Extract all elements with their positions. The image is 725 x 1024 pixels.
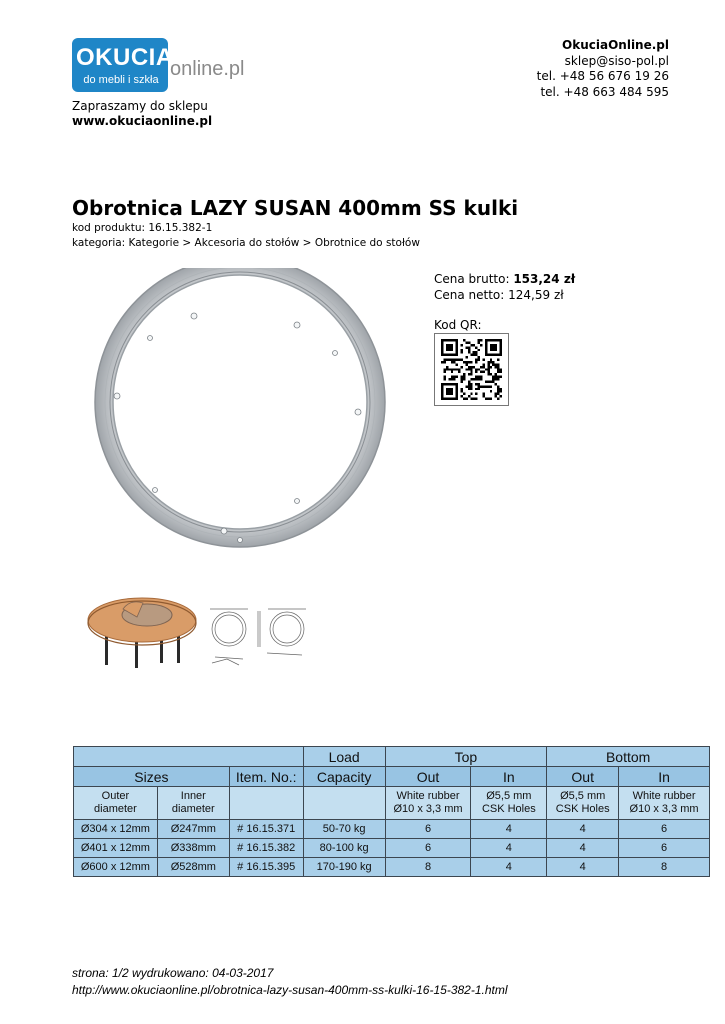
product-meta <box>72 221 420 251</box>
table-header-top-out: Out <box>385 767 471 787</box>
product-main-image <box>90 268 390 568</box>
table-header-bottom: Bottom <box>547 747 710 767</box>
price-gross-value: 153,24 zł <box>513 272 576 286</box>
table-header-row-1 <box>74 747 710 767</box>
table-cell: 4 <box>547 858 619 877</box>
table-cell: 80-100 kg <box>303 839 385 858</box>
page-footer <box>72 965 508 999</box>
table-cell: 170-190 kg <box>303 858 385 877</box>
table-header-load: Load <box>303 747 385 767</box>
table-row <box>74 839 710 858</box>
price-net-value: 124,59 zł <box>508 288 564 302</box>
logo-tagline: do mebli i szkła <box>83 74 159 86</box>
table-cell: 6 <box>619 820 710 839</box>
table-cell: # 16.15.371 <box>229 820 303 839</box>
product-category: kategoria: Kategorie > Akcesoria do stołów > Obrotnice do stołów <box>72 237 420 249</box>
table-header-top-in: In <box>471 767 547 787</box>
table-cell: 4 <box>547 820 619 839</box>
shop-url-link[interactable]: www.okuciaonline.pl <box>72 114 213 128</box>
table-cell: # 16.15.382 <box>229 839 303 858</box>
table-cell: # 16.15.395 <box>229 858 303 877</box>
table-cell: 4 <box>471 858 547 877</box>
subheader-inner: Inner diameter <box>157 787 229 820</box>
table-subheader-row <box>74 787 710 820</box>
table-cell: Ø304 x 12mm <box>74 820 158 839</box>
table-cell: 6 <box>619 839 710 858</box>
table-cell: 8 <box>619 858 710 877</box>
subheader-bottom-in: White rubber Ø10 x 3,3 mm <box>619 787 710 820</box>
table-row <box>74 858 710 877</box>
table-row <box>74 820 710 839</box>
table-cell: 8 <box>385 858 471 877</box>
table-header-row-2 <box>74 767 710 787</box>
table-header-blank <box>74 747 304 767</box>
subheader-top-out: White rubber Ø10 x 3,3 mm <box>385 787 471 820</box>
shop-logo[interactable] <box>72 38 245 92</box>
product-thumbnail-drawing[interactable] <box>207 603 311 673</box>
table-cell: 4 <box>547 839 619 858</box>
contact-block <box>537 38 669 100</box>
qr-code-box <box>434 333 509 406</box>
subheader-outer: Outer diameter <box>74 787 158 820</box>
qr-label: Kod QR: <box>434 318 482 332</box>
spec-table <box>73 746 710 877</box>
shop-name: OkuciaOnline.pl <box>562 38 669 52</box>
table-header-bottom-out: Out <box>547 767 619 787</box>
price-block <box>434 271 575 303</box>
welcome-block <box>72 99 212 129</box>
subheader-capacity-blank <box>303 787 385 820</box>
product-title: Obrotnica LAZY SUSAN 400mm SS kulki <box>72 196 519 220</box>
table-header-capacity: Capacity <box>303 767 385 787</box>
qr-code-icon <box>440 339 503 400</box>
table-header-top: Top <box>385 747 547 767</box>
table-cell: 50-70 kg <box>303 820 385 839</box>
price-gross <box>434 271 575 287</box>
subheader-item-blank <box>229 787 303 820</box>
table-cell: 6 <box>385 820 471 839</box>
table-cell: Ø528mm <box>157 858 229 877</box>
table-cell: Ø600 x 12mm <box>74 858 158 877</box>
price-net <box>434 287 575 303</box>
footer-page-info: strona: 1/2 wydrukowano: 04-03-2017 <box>72 966 274 980</box>
logo-suffix: online.pl <box>170 58 245 80</box>
table-cell: 4 <box>471 820 547 839</box>
subheader-bottom-out: Ø5,5 mm CSK Holes <box>547 787 619 820</box>
logo-badge <box>72 38 174 92</box>
contact-phone-1: tel. +48 56 676 19 26 <box>536 69 669 83</box>
contact-email[interactable]: sklep@siso-pol.pl <box>564 53 669 68</box>
table-cell: Ø338mm <box>157 839 229 858</box>
table-cell: Ø401 x 12mm <box>74 839 158 858</box>
table-cell: 4 <box>471 839 547 858</box>
contact-phone-2: tel. +48 663 484 595 <box>540 84 669 99</box>
table-header-sizes: Sizes <box>74 767 230 787</box>
table-header-bottom-in: In <box>619 767 710 787</box>
table-cell: Ø247mm <box>157 820 229 839</box>
table-header-item: Item. No.: <box>229 767 303 787</box>
product-code: kod produktu: 16.15.382-1 <box>72 222 213 234</box>
welcome-text: Zapraszamy do sklepu <box>72 99 208 113</box>
price-gross-label: Cena brutto: <box>434 272 510 286</box>
subheader-top-in: Ø5,5 mm CSK Holes <box>471 787 547 820</box>
footer-url-link[interactable]: http://www.okuciaonline.pl/obrotnica-lazy-susan-400mm-ss-kulki-16-15-382-1.html <box>72 983 508 997</box>
table-cell: 6 <box>385 839 471 858</box>
logo-name: OKUCIA <box>76 44 174 71</box>
price-net-label: Cena netto: <box>434 288 505 302</box>
product-thumbnail-table[interactable] <box>85 585 200 670</box>
